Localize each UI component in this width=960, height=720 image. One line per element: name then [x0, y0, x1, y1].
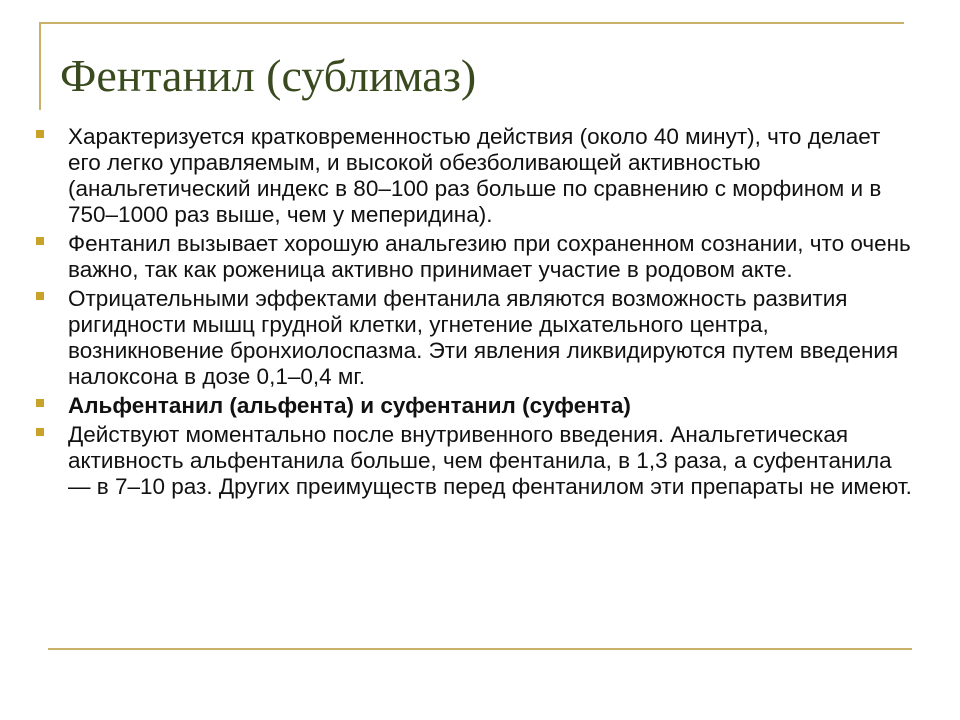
- bullet-item: [36, 231, 916, 283]
- bullet-text: Характеризуется кратковременностью действия (около 40 минут), что делает его легко управляемым, и высокой обезболивающей активностью (анальгетический индекс в 80–100 раз больше по сравнению с морфином и в 750–1000 раз выше, чем у меперидина).: [68, 124, 882, 227]
- bullet-item-heading: [36, 393, 916, 419]
- bullet-text: Действуют моментально после внутривенного введения. Анальгетическая активность альфентанила больше, чем фентанила, в 1,3 раза, а суфентанила — в 7–10 раз. Других преимуществ перед фентанилом эти препараты не имеют.: [68, 422, 912, 499]
- bullet-item: [36, 124, 916, 228]
- bullet-text: Альфентанил (альфента) и суфентанил (суфента): [68, 393, 631, 418]
- square-bullet-icon: [36, 292, 44, 300]
- title-frame-left-line: [39, 22, 41, 110]
- title-frame-top-line: [39, 22, 904, 24]
- bullet-item: [36, 422, 916, 500]
- bullet-text: Отрицательными эффектами фентанила являются возможность развития ригидности мышц грудной клетки, угнетение дыхательного центра, возникновение бронхиолоспазма. Эти явления ликвидируются путем введения налоксона в дозе 0,1–0,4 мг.: [68, 286, 899, 389]
- bullet-list: [36, 124, 916, 503]
- square-bullet-icon: [36, 399, 44, 407]
- square-bullet-icon: [36, 130, 44, 138]
- bullet-text: Фентанил вызывает хорошую анальгезию при сохраненном сознании, что очень важно, так как роженица активно принимает участие в родовом акте.: [68, 231, 911, 282]
- bullet-item: [36, 286, 916, 390]
- slide-title: Фентанил (сублимаз): [60, 50, 477, 101]
- square-bullet-icon: [36, 237, 44, 245]
- footer-divider-line: [48, 648, 912, 650]
- square-bullet-icon: [36, 428, 44, 436]
